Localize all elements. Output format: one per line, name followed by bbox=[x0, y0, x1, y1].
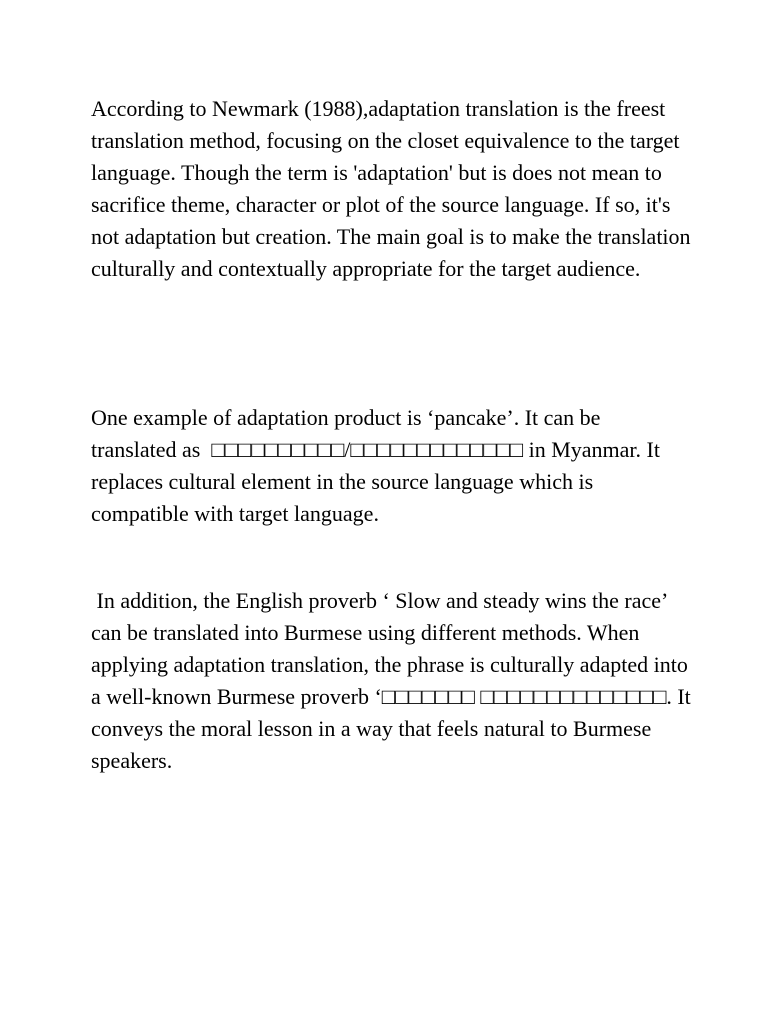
paragraph-adaptation-definition: According to Newmark (1988),adaptation translation is the freest translation method, focusing on the closet equivalence to the target language. Though the term is 'adaptation' but is does not mean to sacrifice theme, character or plot of the source language. If so, it's not adaptation but creation. The main goal is to make the translation culturally and contextually appropriate for the target audience. bbox=[91, 96, 697, 281]
paragraph-proverb-example: In addition, the English proverb ‘ Slow and steady wins the race’ can be translated into Burmese using different methods. When applying adaptation translation, the phrase is culturally adapted into a well-known Burmese proverb ‘□□□□□□□ □□□□□□□□□□□□□□. It conveys the moral lesson in a way that feels natural to Burmese speakers. bbox=[91, 588, 697, 773]
paragraph-pancake-example: One example of adaptation product is ‘pancake’. It can be translated as □□□□□□□□□□/□□□□□□□□□□□□□ in Myanmar. It replaces cultural element in the source language which is compatible with target language. bbox=[91, 405, 666, 526]
